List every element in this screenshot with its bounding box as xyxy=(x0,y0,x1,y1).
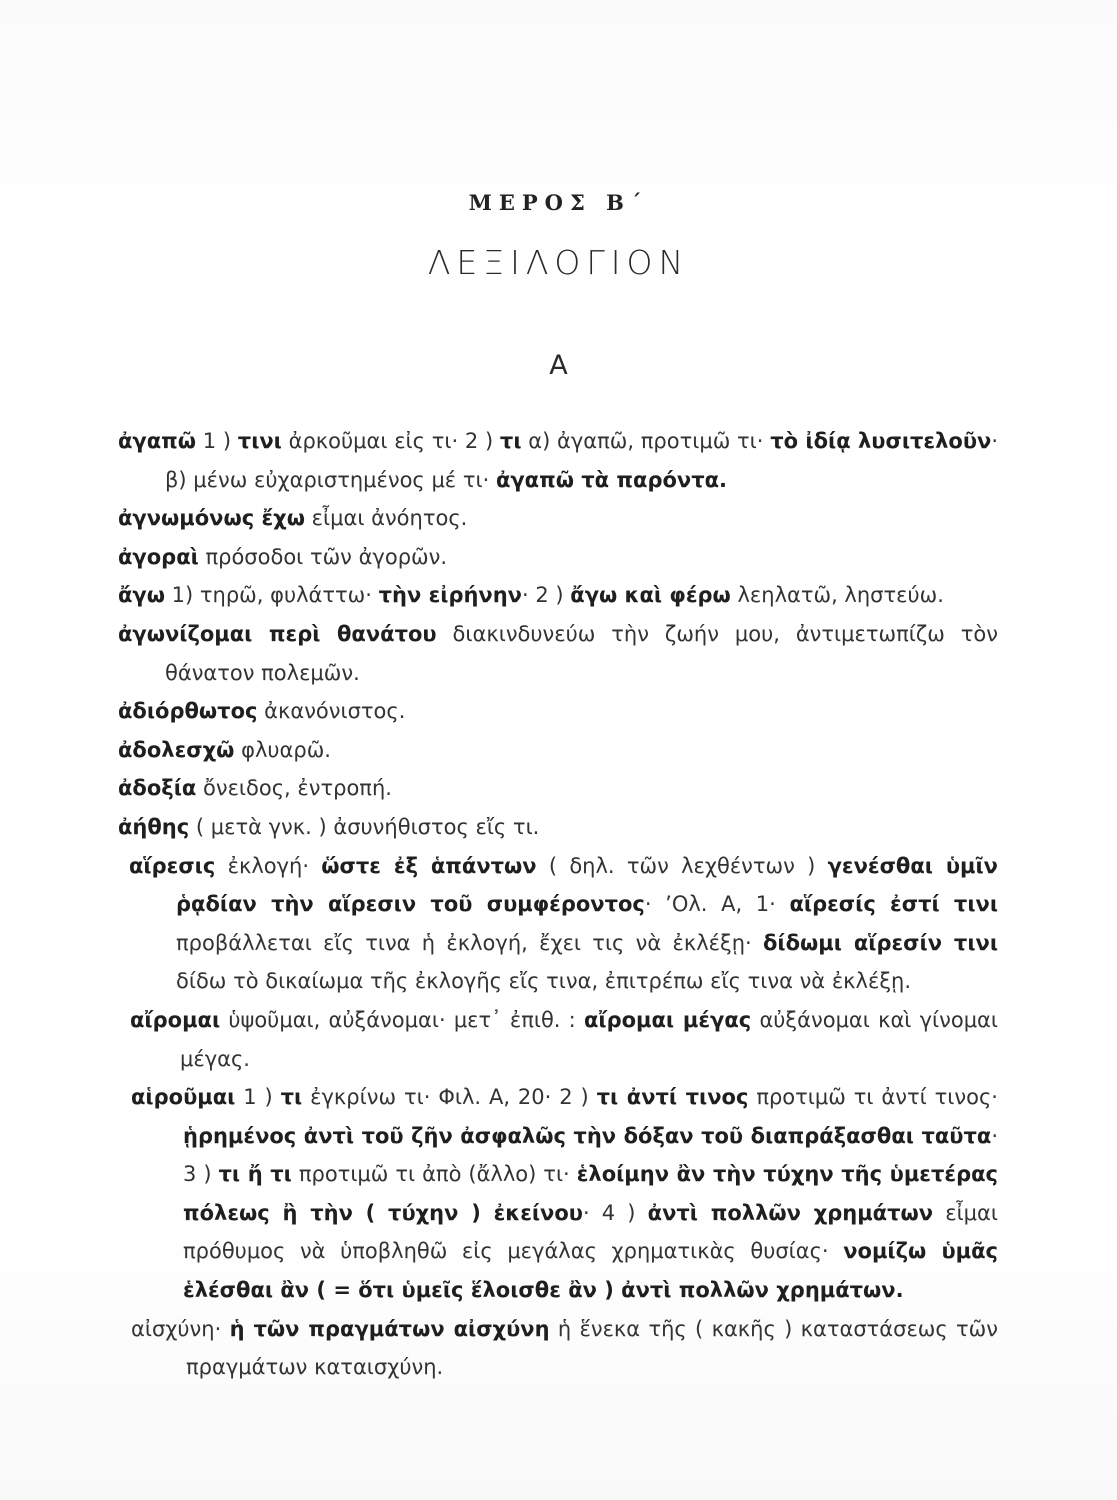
entry-term: ἀντὶ πολλῶν χρημάτων xyxy=(647,1200,934,1225)
entry-gloss: ( δηλ. τῶν λεχθέντων ) xyxy=(536,853,828,878)
entry-gloss: · 3 ) xyxy=(183,1123,998,1187)
entry-term: δίδωμι αἵρεσίν τινι xyxy=(763,930,998,955)
lexicon-entry xyxy=(118,615,998,692)
lexicon-entries xyxy=(118,422,998,1387)
entry-gloss: α) ἀγαπῶ, προτιμῶ τι· xyxy=(521,429,771,453)
entry-term: ὥστε ἐξ ἁπάντων xyxy=(321,853,537,878)
entry-term: τὸ ἰδίᾳ λυσιτελοῦν xyxy=(770,429,992,453)
entry-gloss: · 2 ) xyxy=(522,583,571,608)
entry-term: ἀγαπῶ xyxy=(118,429,197,453)
entry-gloss: 1) τηρῶ, φυλάττω· xyxy=(164,583,379,608)
entry-term: ἑλοίμην ἂν τὴν τύχην τῆς ὑμετέρας πόλεως ἢ τὴν ( τύχην ) ἐκείνου xyxy=(183,1162,998,1225)
letter-heading: Α xyxy=(549,350,568,381)
section-title: ΛΕΞΙΛΟΓΙΟΝ xyxy=(427,243,690,282)
entry-term: ἀδιόρθωτος xyxy=(118,699,258,724)
entry-term: τι xyxy=(280,1085,303,1110)
entry-term: αἴρομαι μέγας xyxy=(583,1007,752,1032)
entry-term: αἵρεσίς ἐστί τινι xyxy=(789,892,999,917)
lexicon-entry xyxy=(118,422,998,499)
lexicon-entry xyxy=(118,499,998,538)
entry-gloss: φλυαρῶ. xyxy=(234,737,331,762)
entry-gloss: ἀκανόνιστος. xyxy=(257,699,406,724)
entry-gloss: δίδω τὸ δικαίωμα τῆς ἐκλογῆς εἴς τινα, ἐπιτρέπω εἴς τινα νὰ ἐκλέξῃ. xyxy=(176,969,912,994)
entry-term: τι ἤ τι xyxy=(218,1162,292,1187)
entry-term: νομίζω ὑμᾶς ἑλέσθαι ἂν ( = ὅτι ὑμεῖς ἕλοισθε ἂν ) ἀντὶ πολλῶν χρημάτων xyxy=(183,1239,998,1303)
lexicon-entry xyxy=(118,576,998,615)
entry-gloss: ὄνειδος, ἐντροπή. xyxy=(196,776,392,801)
lexicon-entry xyxy=(118,808,998,847)
lexicon-entry xyxy=(118,1001,998,1078)
entry-gloss: προτιμῶ τι ἀντί τινος· xyxy=(748,1085,998,1110)
entry-term: . xyxy=(719,467,728,492)
entry-term: ἀδολεσχῶ xyxy=(118,737,235,762)
entry-gloss: προτιμῶ τι ἀπὸ (ἄλλο) τι· xyxy=(291,1162,577,1187)
entry-gloss: ἡ ἕνεκα τῆς ( κακῆς ) καταστάσεως τῶν πραγμάτων καταισχύνη. xyxy=(186,1316,998,1380)
lexicon-entry xyxy=(118,538,998,577)
lexicon-entry xyxy=(118,847,998,1001)
entry-gloss: · xyxy=(214,1316,230,1341)
lexicon-entry xyxy=(118,731,998,770)
entry-term: αἴρομαι xyxy=(130,1007,221,1032)
entry-term: ἀήθης xyxy=(118,814,190,839)
lexicon-entry xyxy=(118,769,998,808)
entry-gloss: λεηλατῶ, ληστεύω. xyxy=(730,583,944,608)
entry-term: ἡ τῶν πραγμάτων αἰσχύνη xyxy=(229,1316,550,1341)
entry-gloss: ἐκλογή· xyxy=(215,853,322,878)
entry-term: ἀγνωμόνως ἔχω xyxy=(118,506,305,531)
entry-gloss: ἐγκρίνω τι· Φιλ. Α, 20· 2 ) xyxy=(302,1085,597,1110)
entry-gloss: προβάλλεται εἴς τινα ἡ ἐκλογή, ἔχει τις νὰ ἐκλέξῃ· xyxy=(176,930,763,955)
entry-term: τι xyxy=(499,429,522,453)
entry-gloss: πρόσοδοι τῶν ἀγορῶν. xyxy=(198,544,448,569)
entry-term: ἀγαπῶ τὰ παρόντα xyxy=(495,467,720,492)
entry-gloss: ( μετὰ γνκ. ) ἀσυνήθιστος εἴς τι. xyxy=(189,814,540,839)
entry-term: γενέσθαι ὑμῖν ῥᾳδίαν τὴν αἵρεσιν τοῦ συμφέροντος xyxy=(176,853,998,917)
entry-term: ἄγω xyxy=(118,583,165,608)
part-title: ΜΕΡΟΣ Β΄ xyxy=(468,190,649,215)
entry-term: τὴν εἰρήνην xyxy=(378,583,522,608)
entry-gloss: · β) μένω εὐχαριστημένος μέ τι· xyxy=(165,429,998,492)
entry-gloss: διακινδυνεύω τὴν ζωήν μου, ἀντιμετωπίζω τὸν θάνατον πολεμῶν. xyxy=(165,621,998,685)
entry-gloss: · ’Ολ. Α, 1· xyxy=(644,892,790,917)
entry-gloss: ὑψοῦμαι, αὐξάνομαι· μετ᾽ ἐπιθ. : xyxy=(220,1007,584,1032)
entry-gloss: αὐξάνομαι καὶ γίνομαι μέγας. xyxy=(180,1007,999,1071)
entry-term: . xyxy=(895,1278,904,1303)
entry-gloss: 1 ) xyxy=(235,1085,281,1110)
entry-gloss: εἶμαι πρόθυμος νὰ ὑποβληθῶ εἰς μεγάλας χρηματικὰς θυσίας· xyxy=(183,1200,998,1264)
lexicon-entry xyxy=(118,1078,998,1310)
entry-term: ἀδοξία xyxy=(118,776,197,801)
entry-gloss: αἰσχύνη xyxy=(131,1316,215,1341)
lexicon-entry xyxy=(118,692,998,731)
entry-gloss: ἀρκοῦμαι εἰς τι· 2 ) xyxy=(281,429,500,453)
entry-term: ᾑρημένος ἀντὶ τοῦ ζῆν ἀσφαλῶς τὴν δόξαν τοῦ διαπράξασθαι ταῦτα xyxy=(183,1123,992,1148)
entry-term: ἄγω καὶ φέρω xyxy=(570,583,731,608)
entry-term: τι ἀντί τινος xyxy=(596,1085,749,1110)
entry-gloss: · 4 ) xyxy=(582,1200,648,1225)
entry-term: τινι xyxy=(237,429,282,453)
entry-gloss: 1 ) xyxy=(196,429,238,453)
lexicon-entry xyxy=(118,1310,998,1387)
entry-gloss: εἶμαι ἀνόητος. xyxy=(304,506,468,531)
entry-term: ἀγωνίζομαι περὶ θανάτου xyxy=(118,621,437,646)
entry-term: αἱροῦμαι xyxy=(131,1085,236,1110)
entry-term: ἀγοραὶ xyxy=(118,544,199,569)
entry-term: αἵρεσις xyxy=(129,853,216,878)
